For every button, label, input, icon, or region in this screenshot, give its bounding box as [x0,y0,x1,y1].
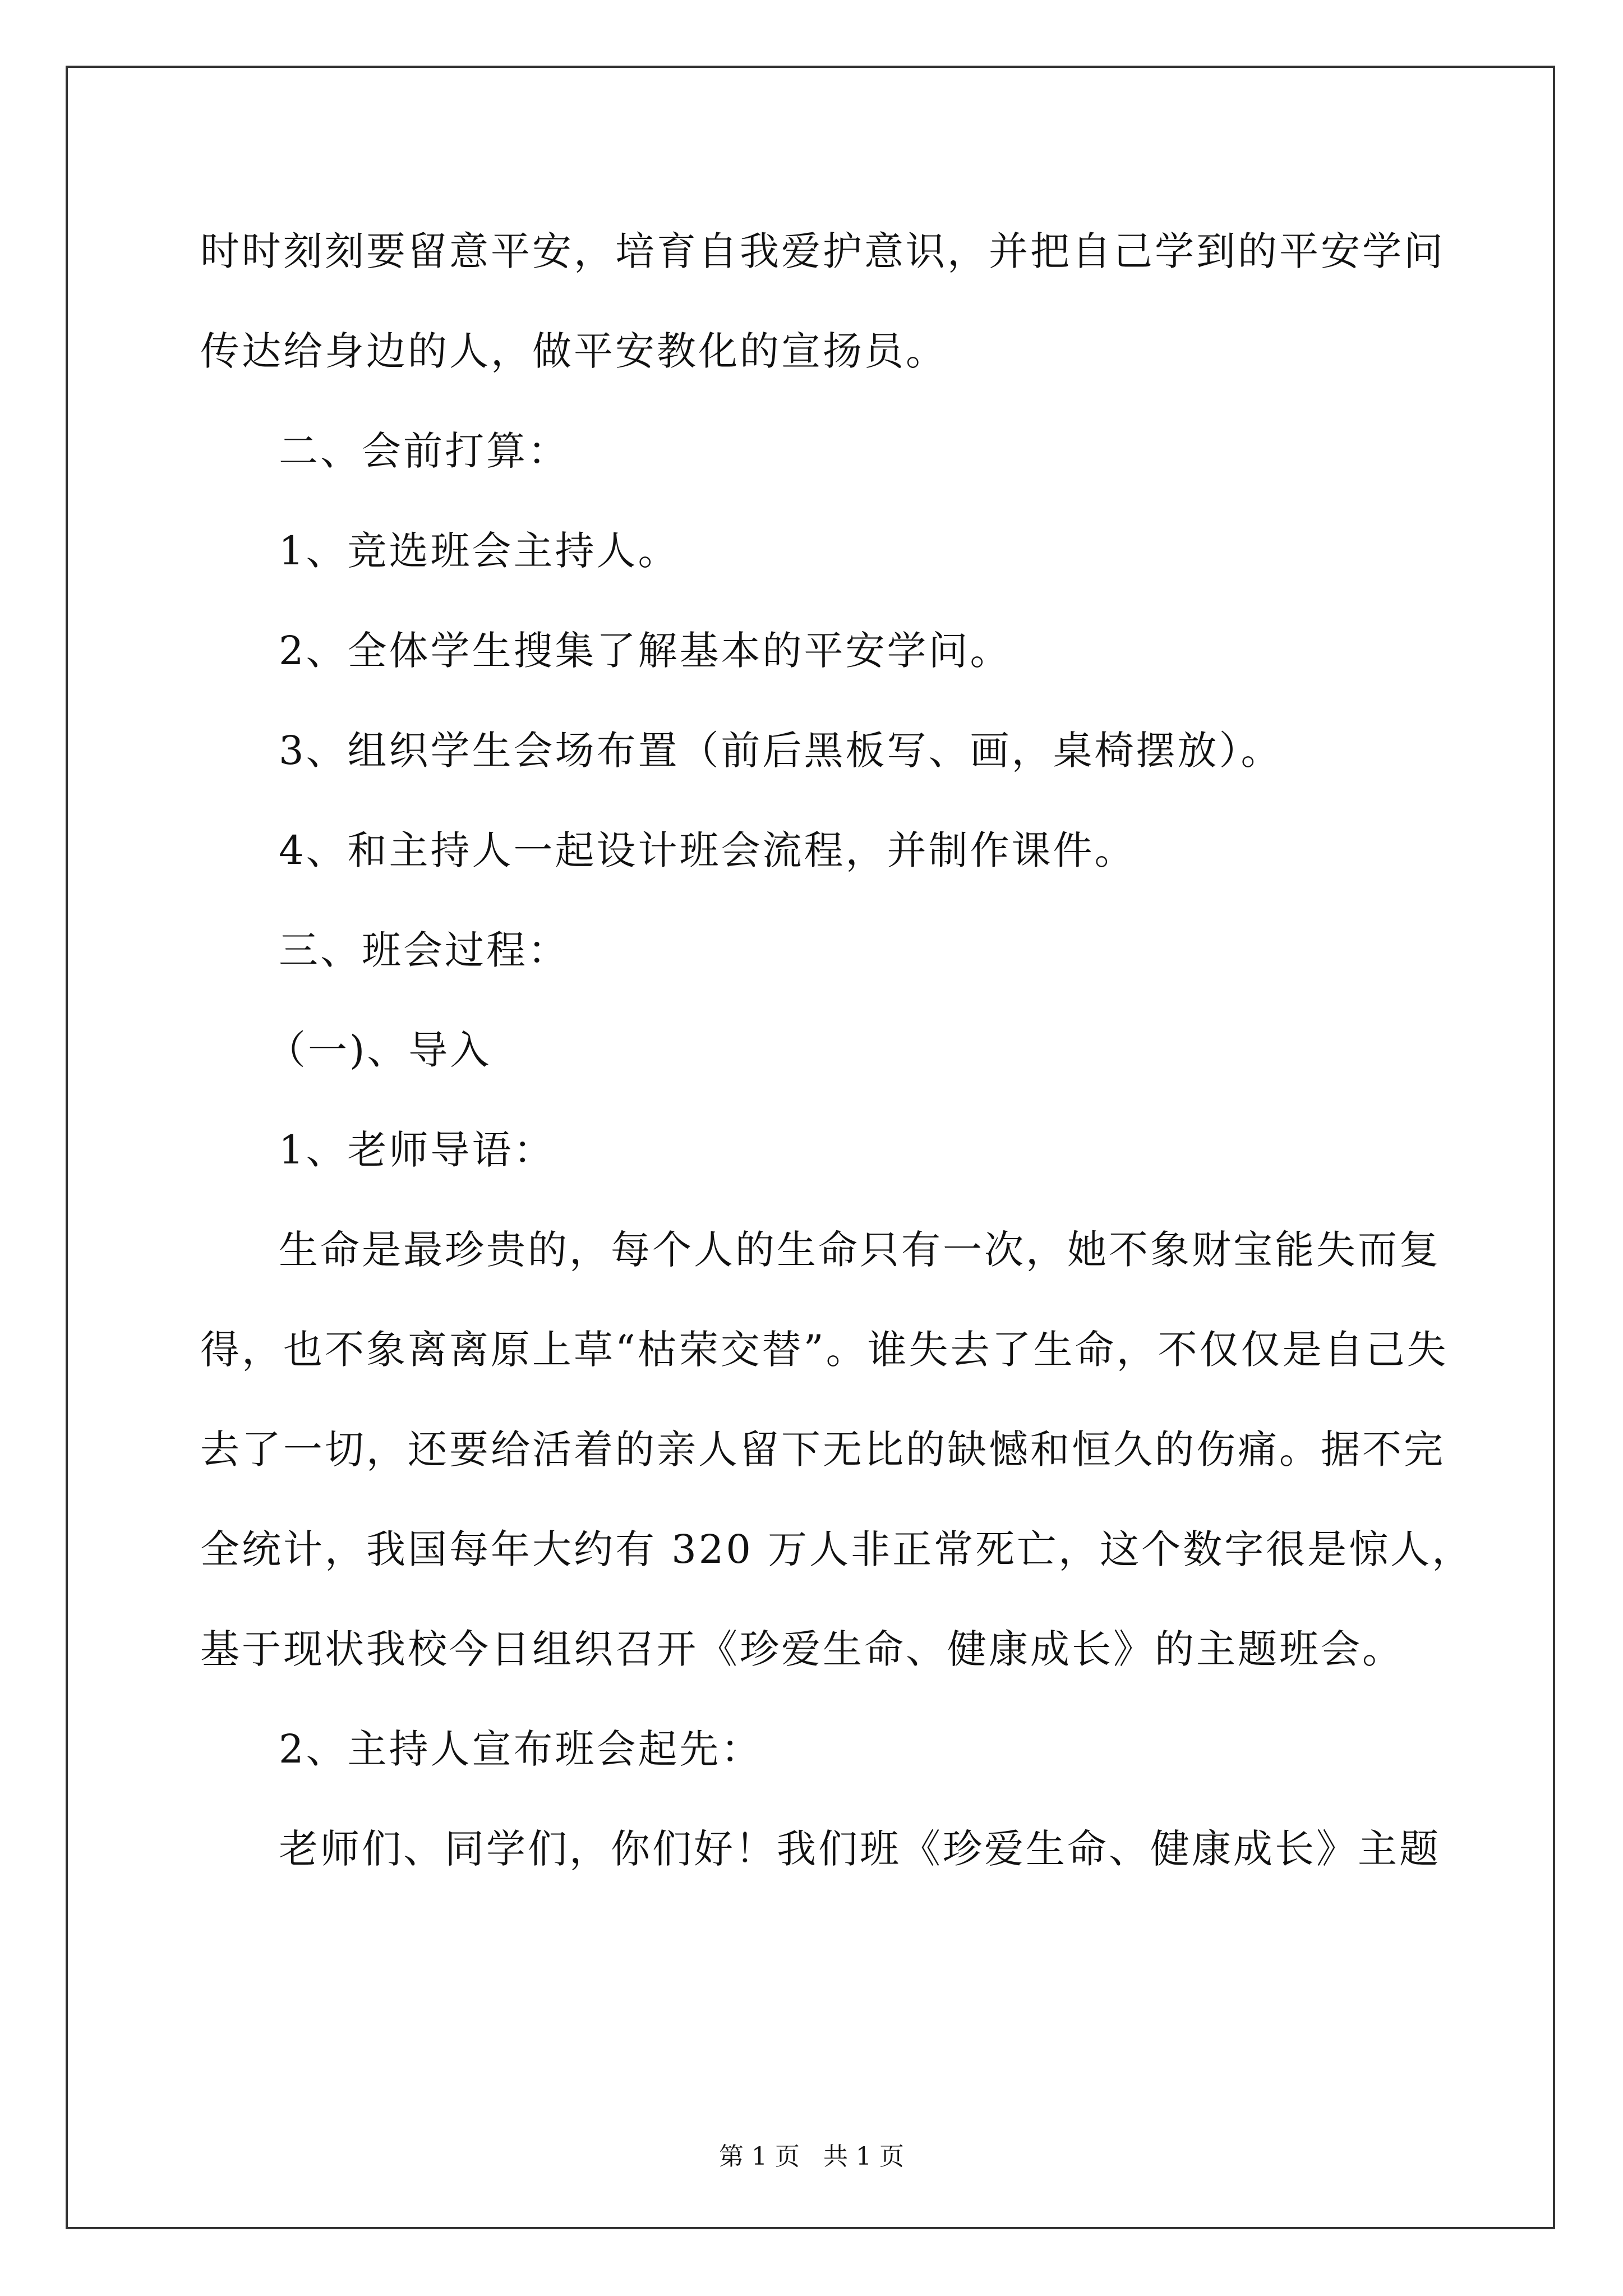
list-item-4: 4、和主持人一起设计班会流程，并制作课件。 [279,827,1136,873]
list-item-3: 3、组织学生会场布置（前后黑板写、画，桌椅摆放）。 [279,728,1283,774]
paragraph-line-5: 基于现状我校今日组织召开《珍爱生命、健康成长》的主题班会。 [200,1626,1404,1672]
section-heading-process: 三、班会过程： [279,927,569,973]
host-announce-heading: 2、主持人宣布班会起先： [279,1726,763,1772]
section-heading-preparation: 二、会前打算： [279,428,569,474]
body-line-1: 时时刻刻要留意平安，培育自我爱护意识，并把自己学到的平安学问 [200,228,1445,274]
list-item-1: 1、竞选班会主持人。 [279,528,680,574]
host-speech-line: 老师们、同学们，你们好！我们班《珍爱生命、健康成长》主题 [279,1826,1441,1872]
subsection-heading-intro: （一)、导入 [266,1027,492,1073]
paragraph-line-4: 全统计，我国每年大约有 320 万人非正常死亡，这个数字很是惊人， [200,1526,1474,1572]
paragraph-line-2: 得，也不象离离原上草“枯荣交替”。谁失去了生命，不仅仅是自己失 [200,1327,1449,1373]
list-item-2: 2、全体学生搜集了解基本的平安学问。 [279,628,1012,674]
paragraph-line-1: 生命是最珍贵的，每个人的生命只有一次，她不象财宝能失而复 [279,1227,1441,1273]
body-line-2: 传达给身边的人，做平安教化的宣扬员。 [200,328,947,374]
teacher-intro-heading: 1、老师导语： [279,1127,555,1173]
page-number-footer: 第 1 页 共 1 页 [719,2142,904,2171]
paragraph-line-3: 去了一切，还要给活着的亲人留下无比的缺憾和恒久的伤痛。据不完 [200,1427,1445,1473]
